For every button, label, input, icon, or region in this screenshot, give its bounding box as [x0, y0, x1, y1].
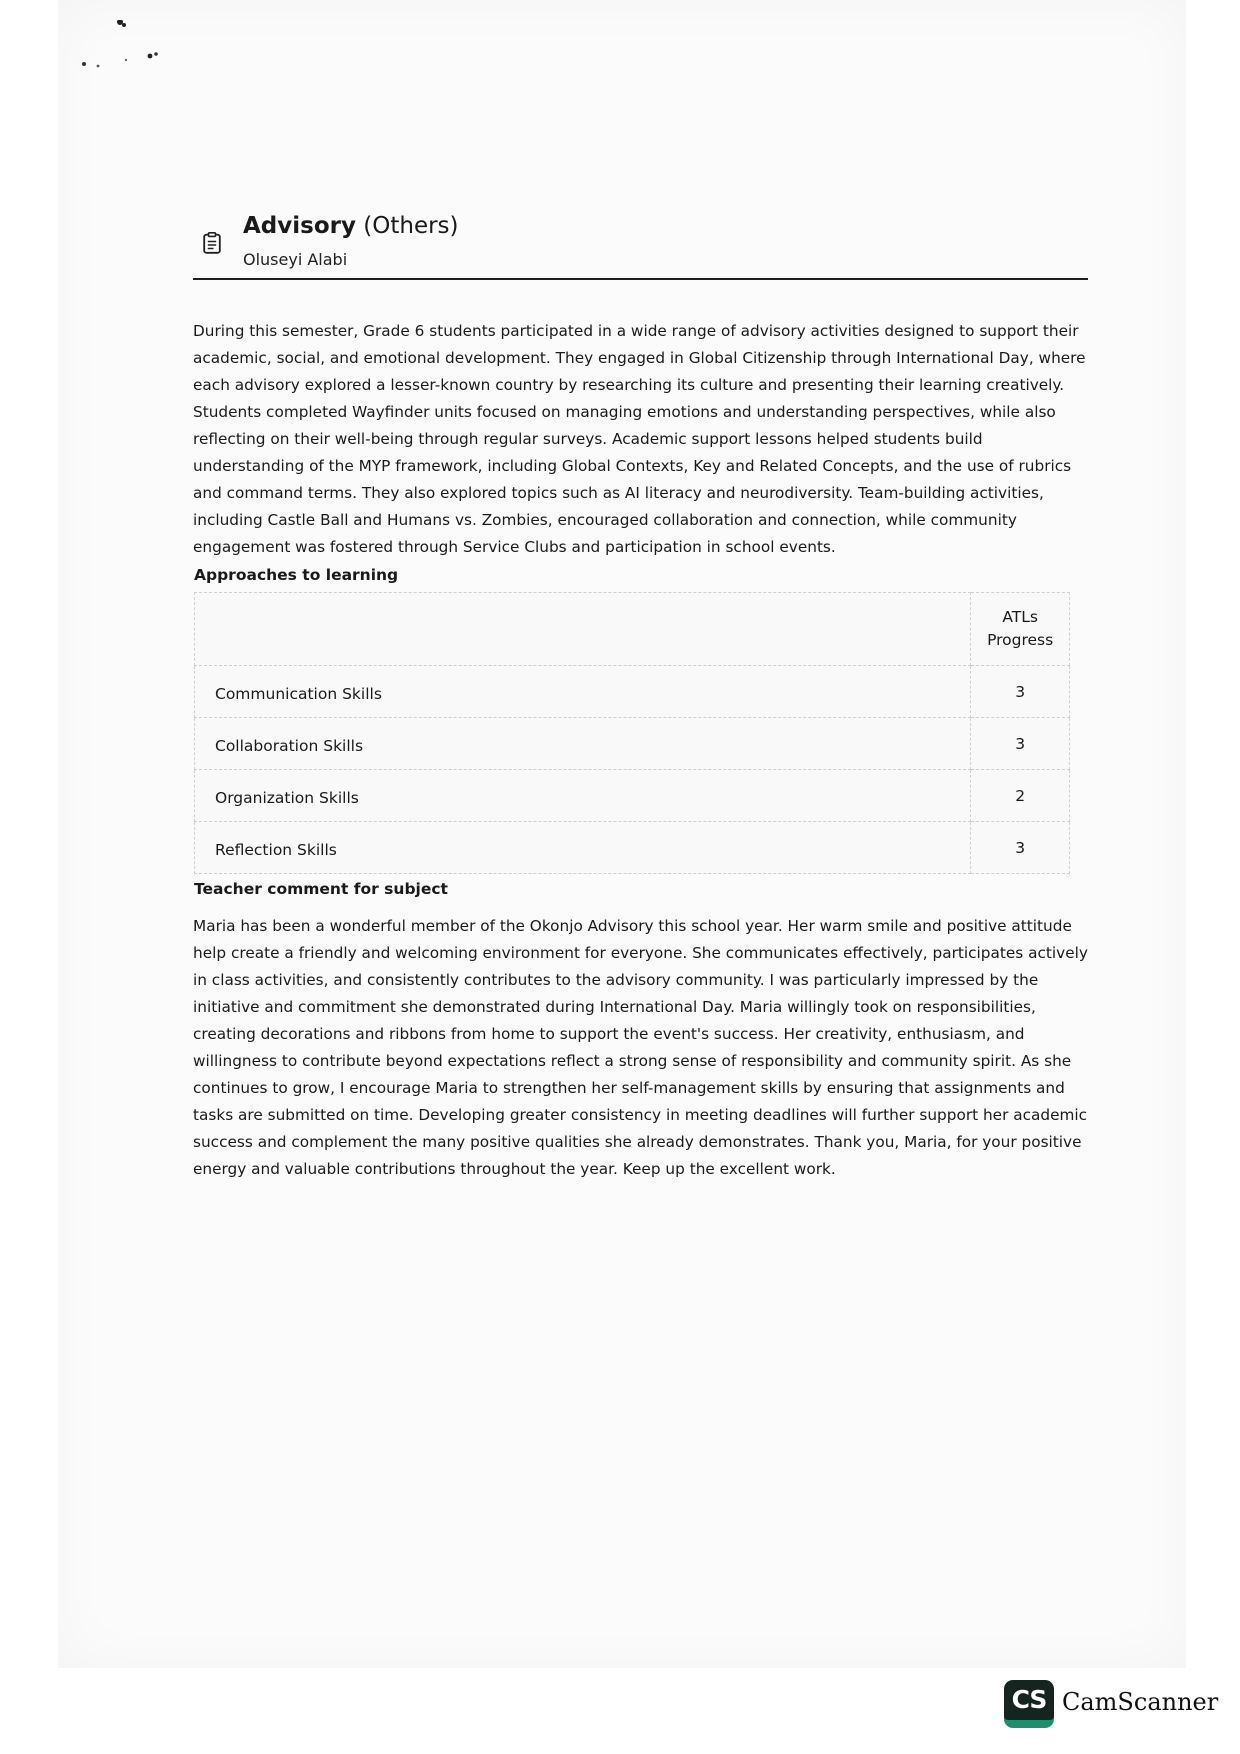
camscanner-logo-icon: [1004, 1680, 1054, 1728]
table-row: [195, 822, 1070, 874]
teacher-name: Oluseyi Alabi: [243, 250, 348, 269]
camscanner-watermark: [1004, 1680, 1219, 1732]
comment-heading: Teacher comment for subject: [194, 880, 448, 898]
skill-name: Organization Skills: [195, 770, 971, 822]
summary-line: literacy and neurodiversity. Team-building activities, including Castle Ball and Humans vs. Zombies, encouraged collaboration: [193, 484, 1044, 529]
comment-line: strengthen her self-management skills by ensuring that assignments and tasks are submitted on time. Developing greater: [193, 1079, 1065, 1124]
scan-specks: [80, 20, 200, 80]
summary-line: explored a lesser-known country by researching its culture and presenting their learning creatively. Students completed: [193, 376, 1065, 421]
skill-name: Collaboration Skills: [195, 718, 971, 770]
clipboard-document-icon: [203, 232, 221, 254]
subject-name: Advisory: [243, 213, 356, 239]
header-divider: [193, 278, 1088, 280]
teacher-comment: [193, 913, 1091, 1183]
progress-header-line: Progress: [987, 631, 1054, 649]
subject-category: (Others): [355, 213, 459, 239]
comment-line: already demonstrates. Thank you, Maria, for your positive energy and valuable contributions throughout the year. Keep up: [193, 1133, 1082, 1178]
atl-heading: Approaches to learning: [194, 566, 399, 584]
atl-table: [194, 592, 1070, 874]
skill-column-header: [195, 593, 971, 666]
summary-line: Global Contexts, Key and Related Concepts, and the use of rubrics and command terms. They also explored topics such as AI: [193, 457, 1072, 502]
summary-line: Wayfinder units focused on managing emotions and understanding perspectives, while also reflecting on their well-being: [193, 403, 1056, 448]
skill-score: 2: [971, 770, 1070, 822]
comment-line: the excellent work.: [689, 1160, 836, 1178]
skill-score: 3: [971, 822, 1070, 874]
summary-line: During this semester, Grade 6 students participated in a wide range of advisory activities designed to support their academic,: [193, 322, 1079, 367]
summary-line: and connection, while community engagement was fostered through Service Clubs and participation in school events.: [193, 511, 1017, 556]
comment-line: consistency in meeting deadlines will further support her academic success and complement the many positive qualities she: [193, 1106, 1088, 1151]
skill-score: 3: [971, 718, 1070, 770]
table-row: [195, 718, 1070, 770]
camscanner-badge-text: CS: [1004, 1680, 1054, 1720]
progress-column-header: [971, 593, 1070, 666]
camscanner-brand: CamScanner: [1062, 1688, 1219, 1716]
comment-line: ribbons from home to support the event's success. Her creativity, enthusiasm, and willingness to contribute beyond: [193, 1025, 1025, 1070]
table-row: [195, 770, 1070, 822]
skill-name: Reflection Skills: [195, 822, 971, 874]
atl-header-row: [195, 593, 1070, 666]
summary-line: social, and emotional development. They engaged in Global Citizenship through International Day, where each advisory: [193, 349, 1086, 394]
comment-line: Maria has been a wonderful member of the Okonjo Advisory this school year. Her warm smile and positive attitude help: [193, 917, 1072, 962]
summary-line: through regular surveys. Academic support lessons helped students build understanding of the MYP framework, including: [193, 430, 983, 475]
skill-score: 3: [971, 666, 1070, 718]
semester-summary: [193, 318, 1091, 561]
progress-header-line: ATLs: [1002, 608, 1038, 626]
table-row: [195, 666, 1070, 718]
comment-line: expectations reflect a strong sense of responsibility and community spirit. As she continues to grow, I encourage Maria to: [193, 1052, 1072, 1097]
skill-name: Communication Skills: [195, 666, 971, 718]
comment-line: commitment she demonstrated during International Day. Maria willingly took on responsibilities, creating decorations and: [193, 998, 1036, 1043]
comment-line: create a friendly and welcoming environment for everyone. She communicates effectively, participates actively in class: [193, 944, 1088, 989]
subject-title: [243, 213, 459, 239]
comment-line: activities, and consistently contributes to the advisory community. I was particularly impressed by the initiative and: [193, 971, 1039, 1016]
